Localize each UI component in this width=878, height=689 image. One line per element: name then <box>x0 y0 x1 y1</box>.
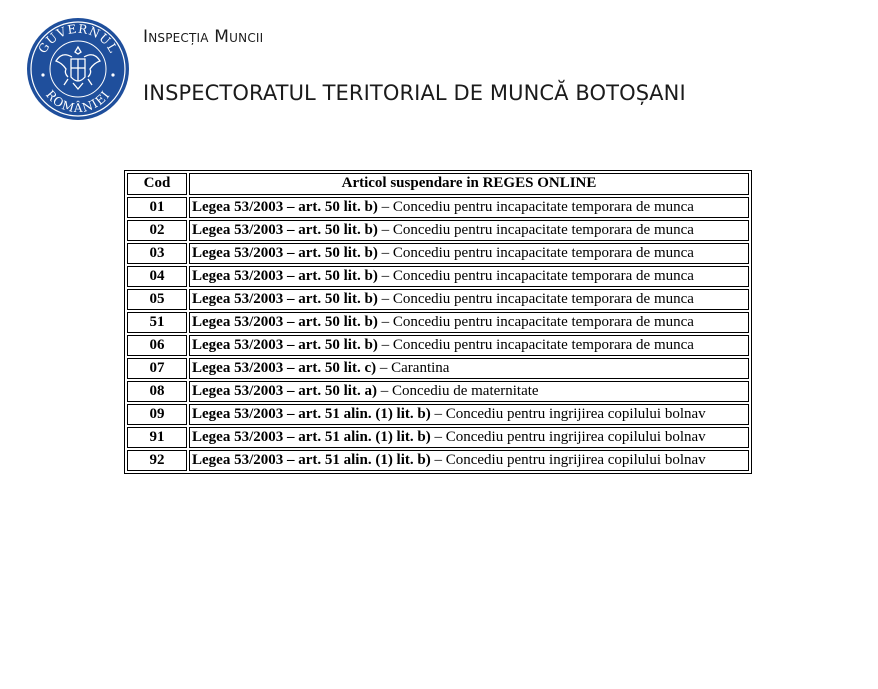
row-description: – Concediu pentru incapacitate temporara de munca <box>377 222 694 238</box>
row-law: Legea 53/2003 – art. 51 alin. (1) lit. b) <box>192 452 431 468</box>
row-description: – Concediu pentru incapacitate temporara de munca <box>377 199 694 215</box>
row-article <box>189 312 749 333</box>
government-seal-icon <box>26 17 130 121</box>
row-law: Legea 53/2003 – art. 50 lit. c) <box>192 360 377 376</box>
row-article <box>189 266 749 287</box>
row-code: 05 <box>127 289 187 310</box>
row-code: 06 <box>127 335 187 356</box>
table-row <box>127 427 749 448</box>
row-law: Legea 53/2003 – art. 51 alin. (1) lit. b) <box>192 406 431 422</box>
row-law: Legea 53/2003 – art. 51 alin. (1) lit. b) <box>192 429 431 445</box>
suspension-codes-table-wrapper <box>124 170 752 474</box>
row-code: 01 <box>127 197 187 218</box>
row-description: – Concediu de maternitate <box>376 383 539 399</box>
table-row <box>127 289 749 310</box>
table-row <box>127 450 749 471</box>
seal-bottom-text: ROMÂNIEI <box>43 87 113 116</box>
inspectorate-name: INSPECTORATUL TERITORIAL DE MUNCĂ BOTOȘANI <box>143 81 686 105</box>
row-law: Legea 53/2003 – art. 50 lit. b) <box>192 199 378 215</box>
row-code: 92 <box>127 450 187 471</box>
row-description: – Concediu pentru ingrijirea copilului bolnav <box>430 429 706 445</box>
table-row <box>127 335 749 356</box>
row-description: – Carantina <box>376 360 450 376</box>
row-description: – Concediu pentru incapacitate temporara de munca <box>377 268 694 284</box>
row-code: 09 <box>127 404 187 425</box>
table-header-row <box>127 173 749 195</box>
row-article <box>189 381 749 402</box>
row-law: Legea 53/2003 – art. 50 lit. b) <box>192 291 378 307</box>
row-law: Legea 53/2003 – art. 50 lit. b) <box>192 222 378 238</box>
row-description: – Concediu pentru incapacitate temporara de munca <box>377 314 694 330</box>
suspension-codes-table <box>124 170 752 474</box>
table-row <box>127 404 749 425</box>
document-header <box>0 0 878 130</box>
row-description: – Concediu pentru incapacitate temporara de munca <box>377 291 694 307</box>
table-row <box>127 243 749 264</box>
row-article <box>189 404 749 425</box>
row-article <box>189 197 749 218</box>
row-article <box>189 243 749 264</box>
table-row <box>127 266 749 287</box>
row-description: – Concediu pentru incapacitate temporara de munca <box>377 245 694 261</box>
row-code: 03 <box>127 243 187 264</box>
row-code: 08 <box>127 381 187 402</box>
row-law: Legea 53/2003 – art. 50 lit. b) <box>192 337 378 353</box>
row-article <box>189 220 749 241</box>
row-description: – Concediu pentru ingrijirea copilului bolnav <box>430 452 706 468</box>
row-article <box>189 358 749 379</box>
agency-name: Inspecția Muncii <box>143 27 264 47</box>
row-code: 91 <box>127 427 187 448</box>
table-row <box>127 312 749 333</box>
table-row <box>127 197 749 218</box>
row-description: – Concediu pentru incapacitate temporara de munca <box>377 337 694 353</box>
row-law: Legea 53/2003 – art. 50 lit. b) <box>192 314 378 330</box>
column-header-code: Cod <box>127 173 187 195</box>
table-row <box>127 381 749 402</box>
column-header-article: Articol suspendare in REGES ONLINE <box>189 173 749 195</box>
row-article <box>189 427 749 448</box>
seal-top-text: GUVERNUL <box>35 21 121 56</box>
row-code: 51 <box>127 312 187 333</box>
row-law: Legea 53/2003 – art. 50 lit. a) <box>192 383 377 399</box>
row-article <box>189 450 749 471</box>
row-law: Legea 53/2003 – art. 50 lit. b) <box>192 245 378 261</box>
government-seal <box>26 17 130 121</box>
row-article <box>189 289 749 310</box>
row-article <box>189 335 749 356</box>
row-law: Legea 53/2003 – art. 50 lit. b) <box>192 268 378 284</box>
row-description: – Concediu pentru ingrijirea copilului bolnav <box>430 406 706 422</box>
table-row <box>127 220 749 241</box>
row-code: 07 <box>127 358 187 379</box>
table-row <box>127 358 749 379</box>
row-code: 04 <box>127 266 187 287</box>
row-code: 02 <box>127 220 187 241</box>
